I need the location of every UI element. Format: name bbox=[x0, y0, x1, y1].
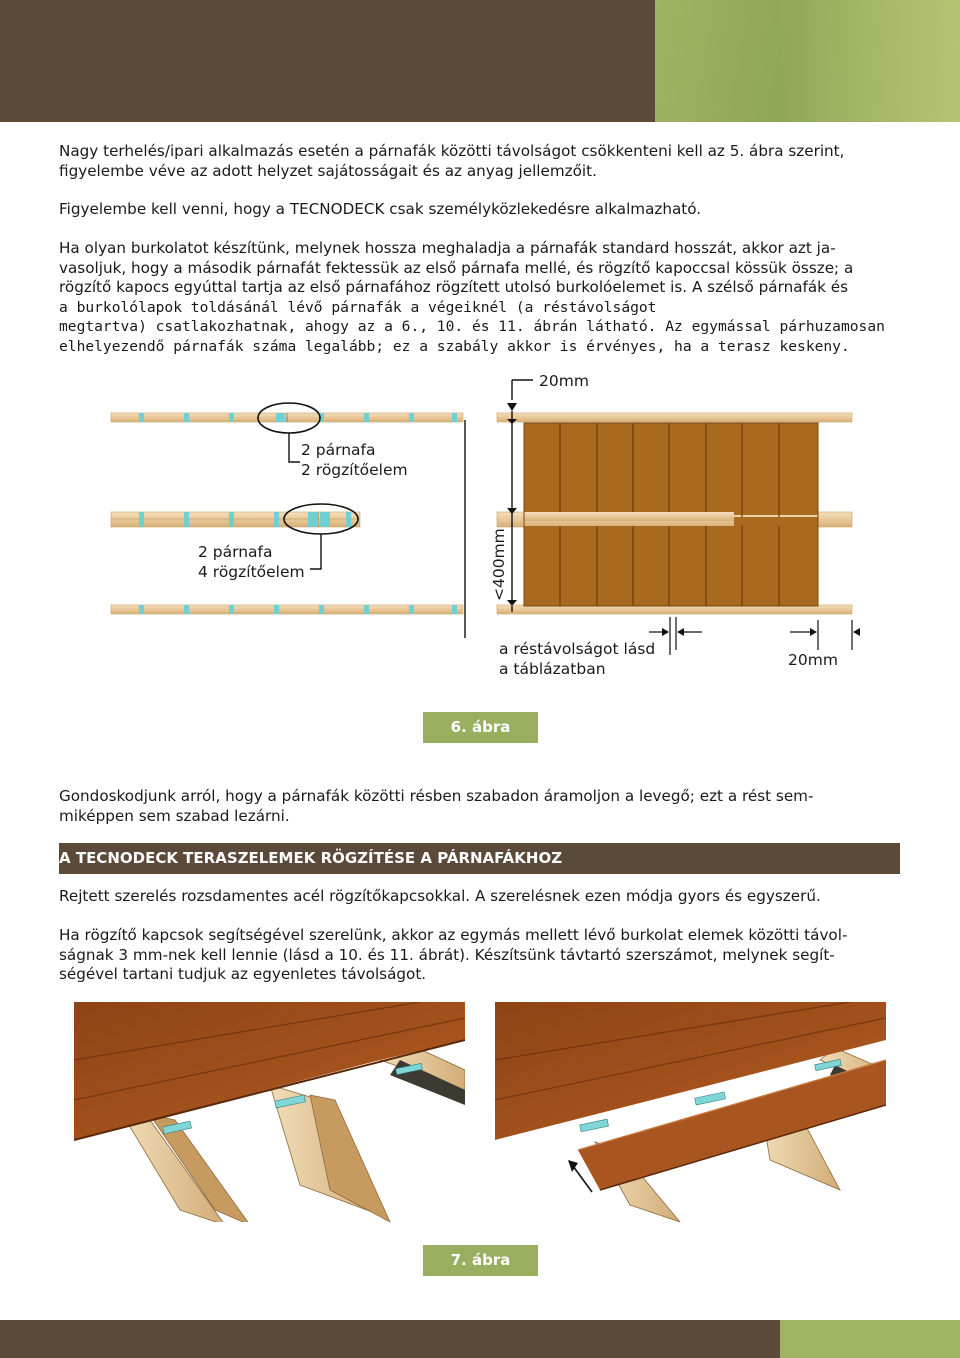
label-end-gap: 20mm bbox=[788, 651, 838, 669]
text-line: rögzítő kapocs egyúttal tartja az első párnafához rögzített utolsó burkolóelemet is. A szélső párnafák és bbox=[59, 278, 849, 296]
label-top-gap: 20mm bbox=[539, 372, 589, 390]
text-line: Ha rögzítő kapcsok segítségével szerelünk, akkor az egymás mellett lévő burkolat elemek közötti távol- bbox=[59, 926, 848, 944]
text-line: Nagy terhelés/ipari alkalmazás esetén a párnafák közötti távolságot csökkenteni kell az 5. ábra szerint, bbox=[59, 142, 845, 160]
text-line: figyelembe véve az adott helyzet sajátosságait és az anyag jellemzőit. bbox=[59, 161, 597, 180]
label-gap-line2: a táblázatban bbox=[499, 660, 606, 678]
section-heading-text: A TECNODECK TERASZELEMEK RÖGZÍTÉSE A PÁRNAFÁKHOZ bbox=[59, 849, 563, 867]
figure-7-left bbox=[74, 1002, 465, 1225]
text-line: miképpen sem szabad lezárni. bbox=[59, 806, 290, 825]
label-joist-spacing: <400mm bbox=[490, 528, 508, 601]
figure-7-caption: 7. ábra bbox=[423, 1245, 538, 1276]
text-line: ságnak 3 mm-nek kell lennie (lásd a 10. és 11. ábrát). Készítsünk távtartó szerszámot, melynek segít- bbox=[59, 945, 835, 964]
text-line: Gondoskodjunk arról, hogy a párnafák közötti résben szabadon áramoljon a levegő; ezt a rést sem- bbox=[59, 787, 814, 805]
text-line: ségével tartani tudjuk az egyenletes távolságot. bbox=[59, 965, 427, 983]
text-line: a burkolólapok toldásánál lévő párnafák a végeiknél (a réstávolságot bbox=[59, 298, 657, 316]
label-gap-line1: a réstávolságot lásd bbox=[499, 640, 656, 658]
callout-middle-line2: 4 rögzítőelem bbox=[198, 563, 305, 581]
callout-middle-line1: 2 párnafa bbox=[198, 543, 273, 561]
text-line: elhelyezendő párnafák száma legalább; ez a szabály akkor is érvényes, ha a terasz keskeny. bbox=[59, 337, 850, 355]
figure-7-right bbox=[495, 1002, 886, 1222]
text-line: megtartva) csatlakozhatnak, ahogy az a 6., 10. és 11. ábrán látható. Az egymással párhuzamosan bbox=[59, 318, 885, 335]
figure-6-caption: 6. ábra bbox=[423, 712, 538, 743]
callout-top-line1: 2 párnafa bbox=[301, 441, 376, 459]
text-line: vasoljuk, hogy a második párnafát fektessük az első párnafa mellé, és rögzítő kapoccsal kössük össze; a bbox=[59, 258, 854, 277]
text-line: Ha olyan burkolatot készítünk, melynek hossza meghaladja a párnafák standard hosszát, akkor azt ja- bbox=[59, 239, 836, 257]
text-line: Figyelembe kell venni, hogy a TECNODECK csak személyközlekedésre alkalmazható. bbox=[59, 200, 702, 218]
callout-top-line2: 2 rögzítőelem bbox=[301, 461, 408, 479]
text-line: Rejtett szerelés rozsdamentes acél rögzítőkapcsokkal. A szerelésnek ezen módja gyors és egyszerű. bbox=[59, 887, 821, 905]
